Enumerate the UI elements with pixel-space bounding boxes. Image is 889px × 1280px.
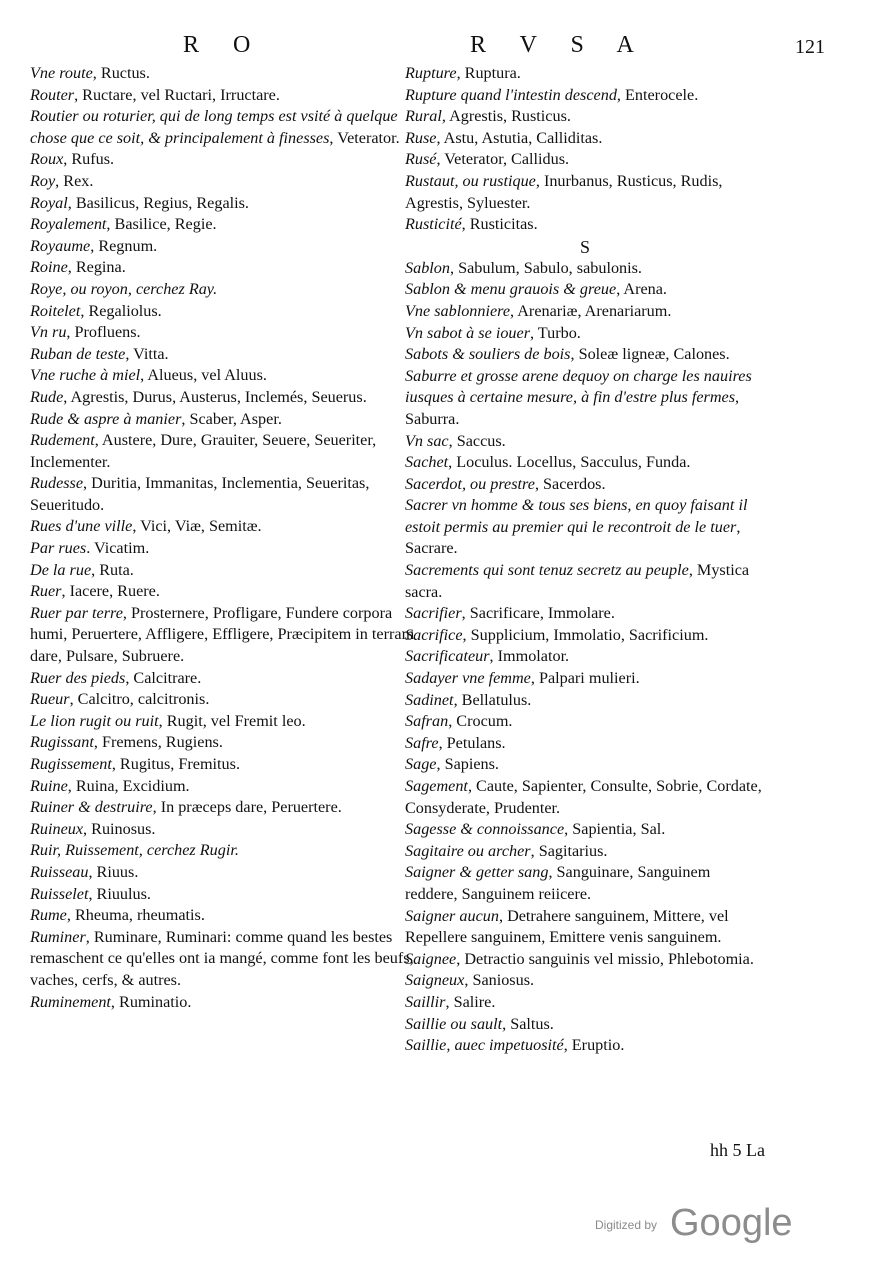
entry-translation: , Crocum.: [448, 712, 513, 731]
entry-headword: Sage: [405, 755, 437, 774]
entry-headword: Ruer par terre: [30, 603, 123, 622]
entry-translation: , Enterocele.: [616, 85, 699, 104]
entry-headword: Sacrifice: [405, 625, 463, 644]
entry-headword: Rudement: [30, 431, 95, 450]
entry-headword: Roine: [30, 258, 68, 277]
entry-headword: Saillie, auec impetuosité: [405, 1036, 564, 1055]
entry-translation: , Agrestis, Durus, Austerus, Inclemés, Seuerus.: [63, 387, 367, 406]
dictionary-entry: [30, 905, 430, 927]
entry-translation: , Detractio sanguinis vel missio, Phlebotomia.: [456, 949, 754, 968]
dictionary-entry: [405, 63, 765, 85]
entry-headword: Roy: [30, 171, 56, 190]
entry-headword: Sabots & souliers de bois: [405, 345, 571, 364]
dictionary-entry: [405, 646, 765, 668]
entry-headword: Sachet: [405, 453, 449, 472]
entry-translation: , Basilicus, Regius, Regalis.: [67, 193, 249, 212]
dictionary-entry: [405, 668, 765, 690]
entry-translation: , In præceps dare, Peruertere.: [152, 798, 342, 817]
entry-translation: , Calcitro, calcitronis.: [69, 690, 210, 709]
entry-translation: , Riuulus.: [88, 884, 151, 903]
entry-translation: , Rufus.: [63, 150, 115, 169]
entry-translation: , Rheuma, rheumatis.: [66, 906, 205, 925]
entry-translation: , Immolator.: [489, 647, 570, 666]
entry-translation: , Agrestis, Rusticus.: [441, 107, 571, 126]
dictionary-entry: [30, 387, 430, 409]
entry-translation: , Rusticitas.: [461, 215, 538, 234]
entry-headword: Roux: [30, 150, 64, 169]
section-letter: S: [579, 236, 590, 257]
entry-headword: Sagesse & connoissance: [405, 820, 565, 839]
entry-headword: Ruer: [30, 582, 62, 601]
entry-headword: Ruir, Ruissement, cerchez Rugir.: [30, 841, 239, 860]
entry-translation: , Sabulum, Sabulo, sabulonis.: [449, 258, 642, 277]
entry-translation: , Caute, Sapienter, Consulte, Sobrie, Cordate, Consyderate, Prudenter.: [405, 777, 762, 817]
google-logo: Google: [670, 1202, 793, 1244]
entry-translation: , Inurbanus, Rusticus, Rudis, Agrestis, Syluester.: [405, 171, 723, 212]
entry-headword: Sacrer vn homme & tous ses biens, en quoy faisant il estoit permis au premier qui le recontroit de le tuer: [405, 496, 748, 536]
entry-translation: , Sacerdos.: [534, 474, 606, 493]
dictionary-entry: [405, 474, 765, 496]
entry-headword: Par rues: [30, 539, 87, 558]
dictionary-entry: [405, 106, 765, 128]
entry-translation: , Rugit, vel Fremit leo.: [158, 711, 306, 730]
entry-translation: , Loculus. Locellus, Sacculus, Funda.: [448, 453, 691, 472]
entry-translation: , Ruinosus.: [83, 819, 156, 838]
dictionary-entry: [30, 689, 430, 711]
entry-headword: Vn sac: [405, 431, 449, 450]
signature-mark: hh 5 La: [710, 1140, 765, 1160]
entry-headword: Ruban de teste: [30, 344, 126, 363]
dictionary-entry: [30, 171, 430, 193]
dictionary-entry: [405, 625, 765, 647]
dictionary-entry: [405, 301, 765, 323]
dictionary-entry: [30, 257, 430, 279]
dictionary-entry: [405, 560, 765, 603]
entry-headword: Sacrifier: [405, 604, 462, 623]
entry-headword: Vne route: [30, 64, 93, 82]
dictionary-entry: [405, 754, 765, 776]
dictionary-entry: [30, 106, 430, 149]
entry-translation: , Arena.: [616, 280, 667, 299]
entry-translation: , Alueus, vel Aluus.: [140, 366, 267, 385]
entry-headword: Roye, ou royon, cerchez Ray.: [30, 279, 218, 298]
entry-headword: Royalement: [30, 215, 107, 234]
entry-translation: , Sanguinare, Sanguinem reddere, Sanguinem reiicere.: [405, 863, 711, 903]
entry-translation: , Palpari mulieri.: [530, 669, 640, 688]
dictionary-entry: [30, 711, 430, 733]
entry-translation: , Veterator, Callidus.: [436, 150, 570, 169]
entry-translation: , Duritia, Immanitas, Inclementia, Seueritas, Seueritudo.: [30, 474, 370, 514]
dictionary-entry: [405, 733, 765, 755]
entry-headword: Rusticité: [405, 215, 462, 234]
dictionary-entry: [405, 495, 765, 560]
entry-translation: , Saniosus.: [464, 971, 535, 990]
entry-headword: Ruse: [405, 128, 437, 147]
running-head-left: R O: [183, 32, 265, 58]
entry-translation: , Veterator.: [329, 128, 400, 147]
dictionary-entry: [30, 776, 430, 798]
dictionary-entry: [30, 193, 430, 215]
dictionary-entry: [405, 323, 765, 345]
dictionary-entry: [30, 430, 430, 473]
entry-headword: Vn sabot à se iouer: [405, 323, 530, 342]
entry-translation: , Prosternere, Profligare, Fundere corpora humi, Peruertere, Affligere, Effligere, Præcipitem in terram dare, Pulsare, Subruere.: [30, 603, 415, 666]
entry-translation: , Astu, Astutia, Calliditas.: [436, 128, 603, 147]
dictionary-entry: [405, 344, 765, 366]
entry-headword: Rume: [30, 906, 67, 925]
entry-headword: Sadinet: [405, 690, 454, 709]
dictionary-entry: [405, 149, 765, 171]
entry-headword: Rustaut, ou rustique: [405, 171, 536, 190]
entry-translation: , Arenariæ, Arenariarum.: [510, 301, 672, 320]
dictionary-entry: [405, 171, 765, 214]
entry-headword: Saigneux: [405, 971, 465, 990]
entry-headword: Ruminer: [30, 927, 86, 946]
entry-translation: , Vici, Viæ, Semitæ.: [132, 517, 262, 536]
dictionary-entry: [30, 322, 430, 344]
entry-headword: Sablon & menu grauois & greue: [405, 280, 617, 299]
entry-headword: Sacrificateur: [405, 647, 490, 666]
dictionary-entry: [405, 1014, 765, 1036]
entry-translation: , Regnum.: [90, 236, 158, 255]
entry-translation: , Fremens, Rugiens.: [93, 733, 223, 752]
entry-headword: Vne ruche à miel: [30, 366, 141, 385]
dictionary-entry: [405, 711, 765, 733]
dictionary-entry: [30, 560, 430, 582]
entry-headword: Sagement: [405, 777, 468, 795]
entry-translation: , Supplicium, Immolatio, Sacrificium.: [462, 625, 709, 644]
entry-translation: , Ruminatio.: [110, 992, 192, 1011]
entry-translation: , Vitta.: [125, 344, 169, 363]
dictionary-entry: [405, 366, 765, 431]
dictionary-entry: [30, 409, 430, 431]
entry-headword: Ruine: [30, 776, 68, 795]
dictionary-entry: [405, 690, 765, 712]
entry-translation: , Sapientia, Sal.: [564, 820, 666, 839]
dictionary-entry: [30, 365, 430, 387]
dictionary-entry: [405, 452, 765, 474]
entry-headword: Ruminement: [30, 992, 111, 1011]
dictionary-entry: [405, 128, 765, 150]
entry-headword: Saillie ou sault: [405, 1014, 503, 1033]
dictionary-entry: [30, 668, 430, 690]
dictionary-entry: [405, 992, 765, 1014]
entry-headword: Rueur: [30, 690, 70, 709]
dictionary-entry: [405, 841, 765, 863]
entry-headword: Royaume: [30, 236, 91, 255]
entry-headword: Rural: [405, 107, 442, 126]
entry-headword: Rude: [30, 387, 64, 406]
entry-headword: Rude & aspre à manier: [30, 409, 182, 428]
dictionary-entry: [30, 538, 430, 560]
entry-translation: , Regaliolus.: [80, 301, 162, 320]
dictionary-entry: [30, 301, 430, 323]
entry-translation: , Detrahere sanguinem, Mittere, vel Repellere sanguinem, Emittere venis sanguinem.: [405, 906, 729, 947]
entry-headword: Router: [30, 85, 75, 104]
digitized-by-label: Digitized by: [595, 1218, 658, 1232]
entry-translation: , Ruina, Excidium.: [67, 776, 190, 795]
dictionary-entry: [405, 862, 765, 905]
entry-headword: Rusé: [405, 150, 437, 169]
dictionary-entry: [30, 344, 430, 366]
dictionary-entry: [30, 884, 430, 906]
entry-headword: Safran: [405, 712, 449, 731]
dictionary-entry: [405, 85, 765, 107]
dictionary-entry: [405, 970, 765, 992]
entry-translation: , Ructus.: [92, 64, 150, 82]
entry-headword: Rupture: [405, 64, 457, 82]
running-head-right: R V S A: [470, 32, 648, 58]
entry-headword: Sacrements qui sont tenuz secretz au peuple: [405, 561, 689, 580]
entry-translation: , Riuus.: [88, 862, 139, 881]
entry-translation: . Vicatim.: [86, 539, 150, 558]
left-column: [30, 63, 430, 1013]
entry-headword: Saillir: [405, 992, 446, 1011]
entry-headword: Sacerdot, ou prestre: [405, 474, 535, 493]
entry-translation: , Ruta.: [91, 560, 134, 579]
dictionary-entry: [30, 149, 430, 171]
dictionary-entry: [405, 1035, 765, 1057]
entry-translation: , Profluens.: [66, 323, 141, 342]
entry-headword: Routier ou roturier, qui de long temps est vsité à quelque chose que ce soit, & principalement à finesses: [30, 107, 398, 147]
entry-translation: , Basilice, Regie.: [106, 215, 217, 234]
dictionary-entry: [405, 906, 765, 949]
entry-translation: , Sapiens.: [436, 755, 499, 774]
dictionary-entry: [30, 797, 430, 819]
entry-translation: , Iacere, Ruere.: [61, 582, 160, 601]
entry-headword: Ruiner & destruire: [30, 798, 153, 817]
entry-headword: Rupture quand l'intestin descend: [405, 85, 617, 104]
entry-headword: Safre: [405, 733, 439, 752]
entry-headword: Sablon: [405, 258, 450, 277]
entry-translation: , Eruptio.: [563, 1036, 625, 1055]
dictionary-entry: [30, 754, 430, 776]
dictionary-entry: [30, 85, 430, 107]
entry-headword: Saburre et grosse arene dequoy on charge les nauires iusques à certaine mesure, à fin d'estre plus fermes: [405, 366, 752, 407]
dictionary-entry: [30, 992, 430, 1014]
entry-headword: Sagitaire ou archer: [405, 841, 531, 860]
entry-translation: , Saburra.: [405, 388, 740, 428]
entry-translation: , Saltus.: [502, 1014, 554, 1033]
entry-translation: , Saccus.: [448, 431, 506, 450]
dictionary-entry: [405, 258, 765, 280]
dictionary-entry: [405, 949, 765, 971]
dictionary-entry: [30, 862, 430, 884]
right-column: [405, 63, 765, 1057]
entry-headword: Saigner aucun: [405, 906, 499, 925]
entry-headword: Ruer des pieds: [30, 668, 126, 687]
dictionary-entry: [30, 840, 430, 862]
dictionary-entry: [30, 279, 430, 301]
entry-headword: De la rue: [30, 560, 92, 579]
entry-translation: , Ructare, vel Ructari, Irructare.: [74, 85, 280, 104]
entry-translation: , Ruptura.: [456, 64, 521, 82]
entry-headword: Sadayer vne femme: [405, 669, 531, 688]
dictionary-entry: [30, 603, 430, 668]
entry-translation: , Rugitus, Fremitus.: [111, 755, 240, 773]
entry-headword: Saignee: [405, 949, 457, 968]
entry-headword: Rugissement: [30, 755, 112, 773]
entry-translation: , Salire.: [445, 992, 496, 1011]
dictionary-entry: [405, 431, 765, 453]
dictionary-entry: [30, 516, 430, 538]
dictionary-entry: [30, 927, 430, 992]
dictionary-entry: [30, 473, 430, 516]
dictionary-entry: [405, 214, 765, 236]
entry-translation: , Turbo.: [530, 323, 581, 342]
entry-translation: , Petulans.: [438, 733, 506, 752]
dictionary-entry: [405, 279, 765, 301]
entry-headword: Ruisselet: [30, 884, 89, 903]
entry-headword: Ruineux: [30, 819, 84, 838]
entry-translation: , Soleæ ligneæ, Calones.: [570, 345, 730, 364]
entry-headword: Rues d'une ville: [30, 517, 133, 536]
dictionary-entry: [405, 819, 765, 841]
entry-translation: , Ruminare, Ruminari: comme quand les bestes remaschent ce qu'elles ont ia mangé, comme font les beufs, vaches, cerfs, & autres.: [30, 927, 414, 989]
entry-translation: , Calcitrare.: [125, 668, 202, 687]
dictionary-entry: [30, 236, 430, 258]
entry-headword: Royal: [30, 193, 68, 212]
entry-headword: Vn ru: [30, 323, 67, 342]
entry-translation: , Sagitarius.: [530, 841, 608, 860]
entry-headword: Rugissant: [30, 733, 94, 752]
entry-translation: , Bellatulus.: [453, 690, 532, 709]
dictionary-entry: [30, 214, 430, 236]
entry-headword: Vne sablonniere: [405, 301, 511, 320]
page-number: 121: [795, 36, 825, 58]
entry-headword: Roitelet: [30, 301, 81, 320]
entry-headword: Le lion rugit ou ruit: [30, 711, 159, 730]
dictionary-entry: [405, 776, 765, 819]
entry-translation: , Rex.: [55, 171, 94, 190]
entry-translation: , Regina.: [67, 258, 126, 277]
entry-headword: Ruisseau: [30, 862, 89, 881]
entry-translation: , Sacrificare, Immolare.: [461, 604, 615, 623]
entry-translation: , Scaber, Asper.: [181, 409, 282, 428]
dictionary-entry: [30, 819, 430, 841]
entry-headword: Saigner & getter sang: [405, 863, 549, 882]
entry-translation: , Sacrare.: [405, 517, 741, 558]
entry-translation: , Mystica sacra.: [405, 561, 750, 601]
dictionary-entry: [405, 603, 765, 625]
entry-translation: , Austere, Dure, Grauiter, Seuere, Seueriter, Inclementer.: [30, 431, 377, 471]
dictionary-entry: [30, 581, 430, 603]
dictionary-entry: [30, 732, 430, 754]
entry-headword: Rudesse: [30, 474, 84, 493]
dictionary-entry: [30, 63, 430, 85]
